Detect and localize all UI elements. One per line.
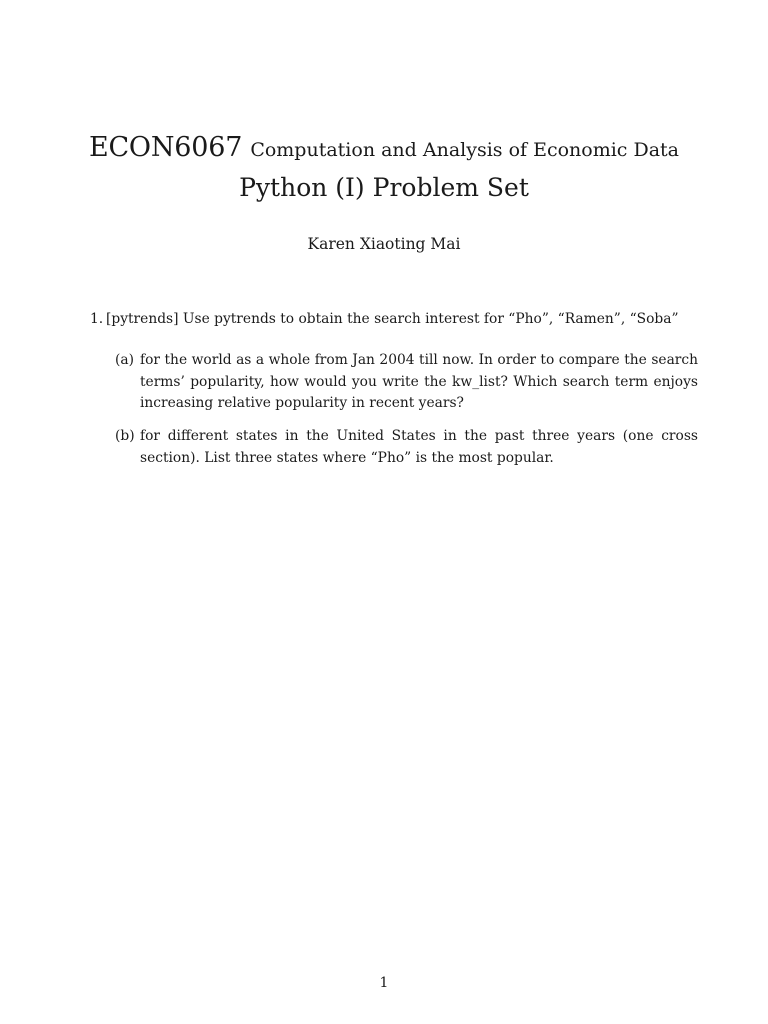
part-label: (a): [115, 352, 134, 368]
question-1-part-b: [115, 426, 700, 469]
document-title: Python (I) Problem Set: [239, 173, 529, 202]
part-text: for different states in the United States in the past three years (one cross section). List three states where “Pho” is the most popular.: [140, 428, 698, 466]
course-code: ECON6067: [88, 132, 243, 163]
page-number: 1: [379, 975, 389, 991]
question-number: 1.: [90, 311, 104, 327]
author-name: Karen Xiaoting Mai: [307, 235, 461, 253]
question-text: [pytrends] Use pytrends to obtain the search interest for “Pho”, “Ramen”, “Soba”: [106, 311, 679, 327]
course-title: [0, 132, 768, 163]
course-name: Computation and Analysis of Economic Data: [250, 139, 680, 161]
question-1-part-a: [115, 350, 700, 415]
part-text: for the world as a whole from Jan 2004 till now. In order to compare the search terms’ popularity, how would you write the kw_list? Which search term enjoys increasing relative popularity in recent years?: [140, 352, 698, 411]
part-label: (b): [115, 428, 135, 444]
